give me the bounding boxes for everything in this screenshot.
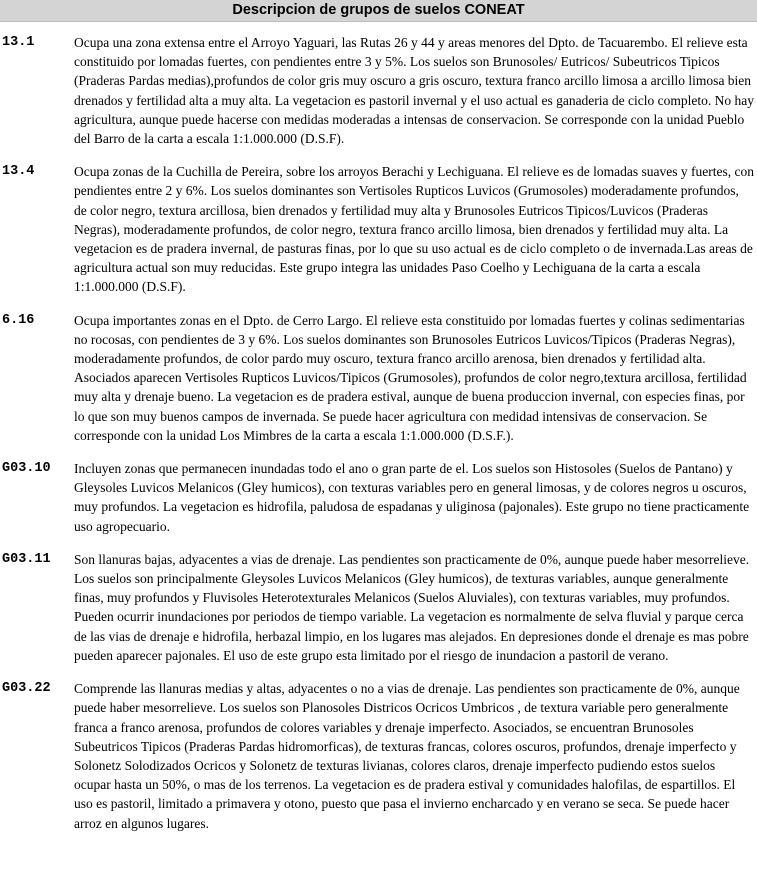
group-description: Incluyen zonas que permanecen inundadas todo el ano o gran parte de el. Los suelos son Histosoles (Suelos de Pantano) y Gleysoles Luvicos Melanicos (Gley humicos), con texturas variables pero en general limosas, y de colores negros u oscuros, muy profundos. La vegetacion es hidrofila, paludosa de espadanas y uliginosa (pajonales). Este grupo no tiene practicamente uso agropecuario. [74, 461, 750, 534]
group-code: 13.4 [2, 164, 35, 180]
group-description: Ocupa una zona extensa entre el Arroyo Yaguari, las Rutas 26 y 44 y areas menores del Dpto. de Tacuarembo. El relieve esta constituido por lomadas fuertes, con pendientes entre 3 y 5%. Los suelos son Brunosoles/ Eutricos/ Subeutricos Tipicos (Praderas Pardas medias),profundos de color gris muy oscuro a gris oscuro, textura franco arcillo limosa a arcillo limosa bien drenados y fertilidad alta a muy alta. La vegetacion es pastoril invernal y el uso actual es ganaderia de ciclo completo. No hay agricultura, aunque puede hacerse con medidas moderadas a intensas de conservacion. Se corresponde con la unidad Pueblo del Barro de la carta a escala 1:1.000.000 (D.S.F). [74, 35, 754, 147]
soil-group-g03-22 [0, 679, 757, 833]
page-title: Descripcion de grupos de suelos CONEAT [0, 0, 757, 22]
group-description: Ocupa importantes zonas en el Dpto. de Cerro Largo. El relieve esta constituido por lomadas fuertes y colinas sedimentarias no rocosas, con pendientes de 3 y 6%. Los suelos dominantes son Brunosoles Eutricos Luvicos/Tipicos (Praderas Negras), moderadamente profundos, de color pardo muy oscuro, textura franco arcillo arenosa, bien drenados y fertilidad alta. Asociados aparecen Vertisoles Rupticos Luvicos/Tipicos (Grumosoles), profundos de color negro,textura arcillosa, fertilidad muy alta y drenaje bueno. La vegetacion es de pradera estival, aunque de buena produccion invernal, con especies finas, por lo que son muy buenos campos de invernada. Se puede hacer agricultura con medidad intensivas de conservacion. Se corresponde con la unidad Los Mimbres de la carta a escala 1:1.000.000 (D.S.F.). [74, 312, 747, 443]
group-description: Son llanuras bajas, adyacentes a vias de drenaje. Las pendientes son practicamente de 0%, aunque puede haber mesorrelieve. Los suelos son principalmente Gleysoles Luvicos Melanicos (Gley humicos), de texturas variables, aunque generalmente finas, muy profundos y Fluvisoles Heterotexturales Melanicos (Suelos Aluviales), con texturas variables, muy profundos. Pueden ocurrir inundaciones por periodos de tiempo variable. La vegetacion es normalmente de selva fluvial y parque cerca de las vias de drenaje e hidrofila, herbazal limpio, en los lugares mas alejados. En depresiones donde el drenaje es mas pobre pueden aparecer pajonales. El uso de este grupo esta limitado por el riesgo de inundacion a pastoril de verano. [74, 551, 750, 663]
group-description: Ocupa zonas de la Cuchilla de Pereira, sobre los arroyos Berachi y Lechiguana. El relieve es de lomadas suaves y fuertes, con pendientes entre 2 y 6%. Los suelos dominantes son Vertisoles Rupticos Luvicos (Grumosoles) moderadamente profundos, de color negro, textura arcillosa, bien drenados y fertilidad muy alta y Brunosoles Eutricos Tipicos/Luvicos (Praderas Negras), moderadamente profundos, de color negro, textura franco arcillo limosa, bien drenados y fertilidad muy alta. La vegetacion es de pradera invernal, de pasturas finas, por lo que su uso actual es de ciclo completo o de invernada.Las areas de agricultura actual son muy reducidas. Este grupo integra las unidades Paso Coelho y Lechiguana de la carta a escala 1:1.000.000 (D.S.F). [74, 164, 754, 295]
group-description: Comprende las llanuras medias y altas, adyacentes o no a vias de drenaje. Las pendientes son practicamente de 0%, aunque puede haber mesorrelieve. Los suelos son Planosoles Districos Ocricos Umbricos , de textura variable pero generalmente franca a franco arenosa, profundos de colores variables y drenaje imperfecto. Asociados, se encuentran Brunosoles Subeutricos Tipicos (Praderas Pardas hidromorficas), de texturas francas, colores oscuros, profundos, drenaje imperfecto y Solonetz Solodizados Ocricos y Solonetz de texturas livianas, colores claros, drenaje imperfecto pudiendo estos suelos ocupar hasta un 50%, o mas de los terrenos. La vegetacion es de pradera estival y comunidades halofilas, de espartillos. El uso es pastoril, limitado a primavera y otono, puesto que pasa el invierno encharcado y en verano se seca. Se puede hacer arroz en algunos lugares. [74, 681, 740, 831]
group-code: G03.10 [2, 461, 51, 477]
soil-group-g03-11 [0, 550, 757, 665]
soil-group-list [0, 33, 757, 847]
group-code: G03.22 [2, 681, 51, 697]
soil-group-13-1 [0, 33, 757, 148]
soil-group-13-4 [0, 162, 757, 296]
group-code: 13.1 [2, 35, 35, 50]
group-code: G03.11 [2, 551, 51, 567]
group-code: 6.16 [2, 312, 35, 328]
soil-group-6-16 [0, 311, 757, 445]
soil-group-g03-10 [0, 459, 757, 536]
